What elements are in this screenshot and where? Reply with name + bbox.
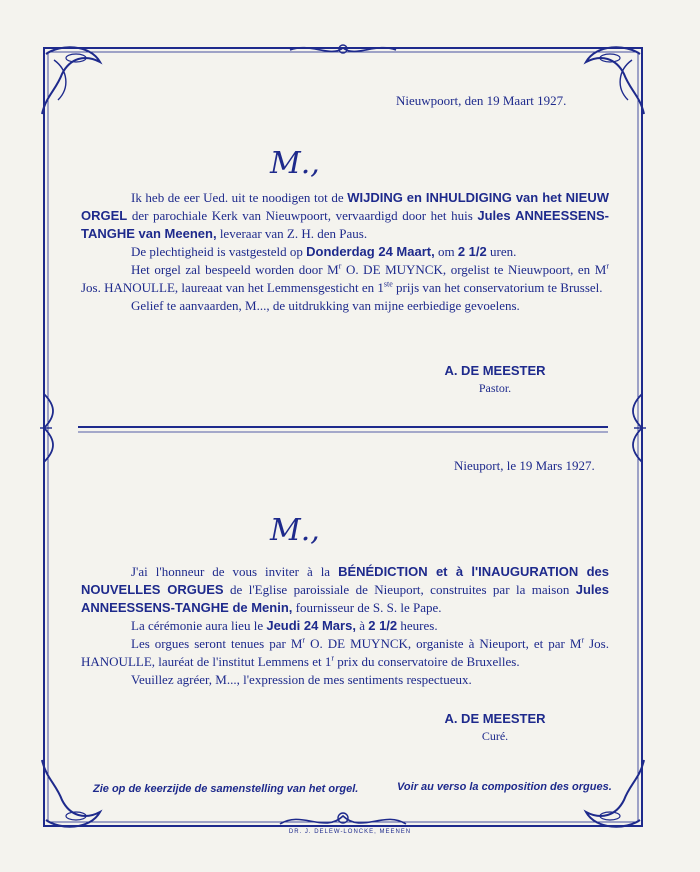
dutch-signature-name: A. DE MEESTER [444, 363, 546, 378]
dutch-body [81, 189, 609, 315]
footer-note-french: Voir au verso la composition des orgues. [397, 781, 612, 793]
dutch-paragraph-closing: Gelief te aanvaarden, M..., de uitdrukking van mijne eerbiedige gevoelens. [131, 298, 520, 313]
french-signature-name: A. DE MEESTER [444, 711, 546, 726]
dutch-salutation: M., [270, 146, 320, 181]
french-salutation: M., [270, 513, 320, 548]
dutch-signature-role: Pastor. [478, 381, 512, 395]
french-signature-role: Curé. [481, 729, 509, 743]
french-paragraph-closing: Veuillez agréer, M..., l'expression de mes sentiments respectueux. [131, 672, 472, 687]
french-paragraph-date: La cérémonie aura lieu le Jeudi 24 Mars, à 2 1/2 heures. [131, 618, 438, 633]
dutch-signature [430, 363, 560, 396]
french-body [81, 563, 609, 689]
dutch-place-date: Nieuwpoort, den 19 Maart 1927. [396, 93, 567, 108]
footer-note-dutch: Zie op de keerzijde de samenstelling van het orgel. [93, 783, 359, 795]
french-paragraph-organists: Les orgues seront tenues par $M^r$ O. DE MUYNCK, organiste à Nieuport, et par $M^r$ Jos. HANOULLE, lauréat de l'institut Lemmens et 1$^r$ prix du conservatoire de Bruxelles. [81, 635, 609, 669]
french-place-date: Nieuport, le 19 Mars 1927. [454, 458, 595, 473]
dutch-paragraph-invitation: Ik heb de eer Ued. uit te noodigen tot de WIJDING en INHULDIGING van het NIEUW ORGEL der parochiale Kerk van Nieuwpoort, vervaardigd door het huis Jules ANNEESSENS-TANGHE van Meenen, leveraar van Z. H. den Paus. [81, 190, 609, 241]
french-signature [430, 711, 560, 744]
french-paragraph-invitation: J'ai l'honneur de vous inviter à la BÉNÉDICTION et à l'INAUGURATION des NOUVELLES ORGUES de l'Eglise paroissiale de Nieuport, construites par la maison Jules ANNEESSENS-TANGHE de Menin, fournisseur de S. S. le Pape. [81, 564, 609, 615]
dutch-paragraph-date: De plechtigheid is vastgesteld op Donderdag 24 Maart, om 2 1/2 uren. [131, 244, 517, 259]
dutch-paragraph-organists: Het orgel zal bespeeld worden door $M^r$ O. DE MUYNCK, orgelist te Nieuwpoort, en $M^r$ Jos. HANOULLE, laureaat van het Lemmensgesticht en 1ste prijs van het conservatorium te Brussel. [81, 261, 609, 295]
printer-imprint: DR. J. DELEW-LONCKE, MEENEN [288, 829, 412, 835]
